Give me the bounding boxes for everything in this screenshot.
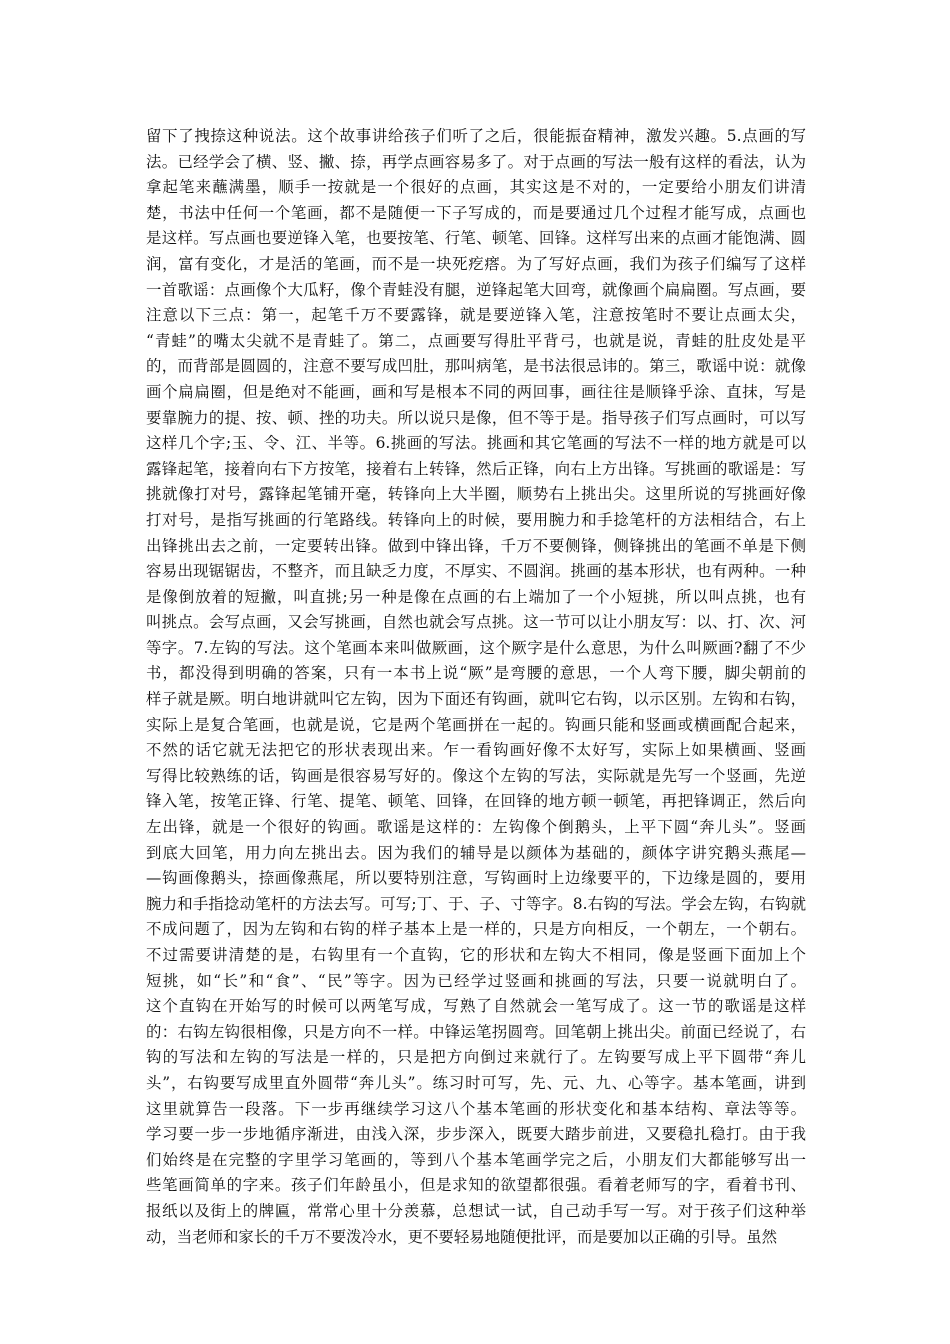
text-line: 头”，右钩要写成里直外圆带“奔儿头”。练习时可写，先、元、九、心等字。基本笔画，讲到 bbox=[146, 1073, 806, 1092]
text-line: 不然的话它就无法把它的形状表现出来。乍一看钩画好像不太好写，实际上如果横画、竖画 bbox=[146, 741, 806, 760]
text-line: 出锋挑出去之前，一定要转出锋。做到中锋出锋，千万不要侧锋，侧锋挑出的笔画不单是下侧 bbox=[146, 536, 806, 555]
text-line: 这个直钩在开始写的时候可以两笔写成，写熟了自然就会一笔写成了。这一节的歌谣是这样 bbox=[146, 997, 806, 1016]
text-line: 的：右钩左钩很相像，只是方向不一样。中锋运笔拐圆弯。回笔朝上挑出尖。前面已经说了，右 bbox=[146, 1022, 806, 1041]
text-line: 钩的写法和左钩的写法是一样的，只是把方向倒过来就行了。左钩要写成上平下圆带“奔儿 bbox=[146, 1048, 806, 1067]
text-line: 动，当老师和家长的千万不要泼冷水，更不要轻易地随便批评，而是要加以正确的引导。虽然 bbox=[146, 1227, 778, 1246]
text-line: 注意以下三点：第一，起笔千万不要露锋，就是要逆锋入笔，注意按笔时不要让点画太尖， bbox=[146, 306, 806, 325]
text-line: 是这样。写点画也要逆锋入笔，也要按笔、行笔、顿笔、回锋。这样写出来的点画才能饱满、圆 bbox=[146, 229, 806, 248]
text-line: 等字。7.左钩的写法。这个笔画本来叫做厥画，这个厥字是什么意思，为什么叫厥画?翻了不少 bbox=[146, 638, 806, 657]
text-line: 挑就像打对号，露锋起笔铺开毫，转锋向上大半圈，顺势右上挑出尖。这里所说的写挑画好像 bbox=[146, 485, 806, 504]
text-line: 们始终是在完整的字里学习笔画的，等到八个基本笔画学完之后，小朋友们大都能够写出一 bbox=[146, 1150, 806, 1169]
document-body bbox=[146, 124, 806, 1250]
text-line: 锋入笔，按笔正锋、行笔、提笔、顿笔、回锋，在回锋的地方顿一顿笔，再把锋调正，然后向 bbox=[146, 792, 806, 811]
text-line: 留下了拽捺这种说法。这个故事讲给孩子们听了之后，很能振奋精神，激发兴趣。5.点画的写 bbox=[146, 127, 806, 145]
text-line: 画个扁扁圈，但是绝对不能画，画和写是根本不同的两回事，画往往是顺锋乎涂、直抹，写是 bbox=[146, 382, 806, 401]
text-line: 到底大回笔，用力向左挑出去。因为我们的辅导是以颜体为基础的，颜体字讲究鹅头燕尾— bbox=[146, 843, 806, 862]
text-line: 不过需要讲清楚的是，右钩里有一个直钩，它的形状和左钩大不相同，像是竖画下面加上个 bbox=[146, 946, 806, 964]
text-line: 实际上是复合笔画，也就是说，它是两个笔画拼在一起的。钩画只能和竖画或横画配合起来， bbox=[146, 715, 806, 734]
text-line: 的，而背部是圆圆的，注意不要写成凹肚，那叫病笔，是书法很忌讳的。第三，歌谣中说：就像 bbox=[146, 357, 806, 376]
text-line: 不成问题了，因为左钩和右钩的样子基本上是一样的，只是方向相反，一个朝左，一个朝右。 bbox=[146, 920, 806, 939]
text-line: 这样几个字;玉、令、江、半等。6.挑画的写法。挑画和其它笔画的写法不一样的地方就是可以 bbox=[146, 434, 806, 453]
text-line: 露锋起笔，接着向右下方按笔，接着右上转锋，然后正锋，向右上方出锋。写挑画的歌谣是：写 bbox=[146, 459, 806, 478]
text-line: 是像倒放着的短撇，叫直挑;另一种是像在点画的右上端加了一个小短挑，所以叫点挑，也有 bbox=[146, 587, 806, 606]
text-line: 叫挑点。会写点画，又会写挑画，自然也就会写点挑。这一节可以让小朋友写：以、打、次、河 bbox=[146, 613, 806, 632]
text-line: 左出锋，就是一个很好的钩画。歌谣是这样的：左钩像个倒鹅头，上平下圆“奔儿头”。竖画 bbox=[146, 818, 806, 837]
text-line: 样子就是厥。明白地讲就叫它左钩，因为下面还有钩画，就叫它右钩，以示区别。左钩和右钩， bbox=[146, 690, 806, 709]
text-line: 打对号，是指写挑画的行笔路线。转锋向上的时候，要用腕力和手捻笔杆的方法相结合，右上 bbox=[146, 510, 806, 529]
text-line: 些笔画简单的字来。孩子们年龄虽小，但是求知的欲望都很强。看着老师写的字，看着书刊、 bbox=[146, 1176, 806, 1195]
text-line: 书，都没得到明确的答案，只有一本书上说“厥”是弯腰的意思，一个人弯下腰，脚尖朝前的 bbox=[146, 664, 806, 683]
text-line: 拿起笔来蘸满墨，顺手一按就是一个很好的点画，其实这是不对的，一定要给小朋友们讲清 bbox=[146, 178, 806, 197]
text-line: 润，富有变化，才是活的笔画，而不是一块死疙瘩。为了写好点画，我们为孩子们编写了这样 bbox=[146, 254, 806, 273]
text-line: 要靠腕力的提、按、顿、挫的功夫。所以说只是像，但不等于是。指导孩子们写点画时，可以写 bbox=[146, 408, 806, 427]
text-line: 报纸以及街上的牌匾，常常心里十分羡慕，总想试一试，自己动手写一写。对于孩子们这种举 bbox=[146, 1201, 806, 1220]
text-line: —钩画像鹅头，捺画像燕尾，所以要特别注意，写钩画时上边缘要平的，下边缘是圆的，要用 bbox=[146, 869, 806, 888]
text-line: 短挑，如“长”和“食”、“民”等字。因为已经学过竖画和挑画的写法，只要一说就明白了。 bbox=[146, 971, 806, 990]
text-line: 腕力和手指捻动笔杆的方法去写。可写;丁、于、子、寸等字。8.右钩的写法。学会左钩，右钩就 bbox=[146, 894, 806, 913]
text-line: “青蛙”的嘴太尖就不是青蛙了。第二，点画要写得肚平背弓，也就是说，青蛙的肚皮处是平 bbox=[146, 331, 806, 350]
text-line: 一首歌谣：点画像个大瓜籽，像个青蛙没有腿，逆锋起笔大回弯，就像画个扁扁圈。写点画，要 bbox=[146, 280, 806, 299]
text-line: 楚，书法中任何一个笔画，都不是随便一下子写成的，而是要通过几个过程才能写成，点画也 bbox=[146, 203, 806, 222]
text-line: 容易出现锯锯齿，不整齐，而且缺乏力度，不厚实、不圆润。挑画的基本形状，也有两种。一种 bbox=[146, 562, 806, 581]
text-line: 学习要一步一步地循序渐进，由浅入深，步步深入，既要大踏步前进，又要稳扎稳打。由于我 bbox=[146, 1125, 806, 1144]
text-line: 写得比较熟练的话，钩画是很容易写好的。像这个左钩的写法，实际就是先写一个竖画，先逆 bbox=[146, 766, 806, 785]
text-line: 这里就算告一段落。下一步再继续学习这八个基本笔画的形状变化和基本结构、章法等等。 bbox=[146, 1099, 806, 1118]
text-line: 法。已经学会了横、竖、撇、捺，再学点画容易多了。对于点画的写法一般有这样的看法，认为 bbox=[146, 152, 806, 171]
